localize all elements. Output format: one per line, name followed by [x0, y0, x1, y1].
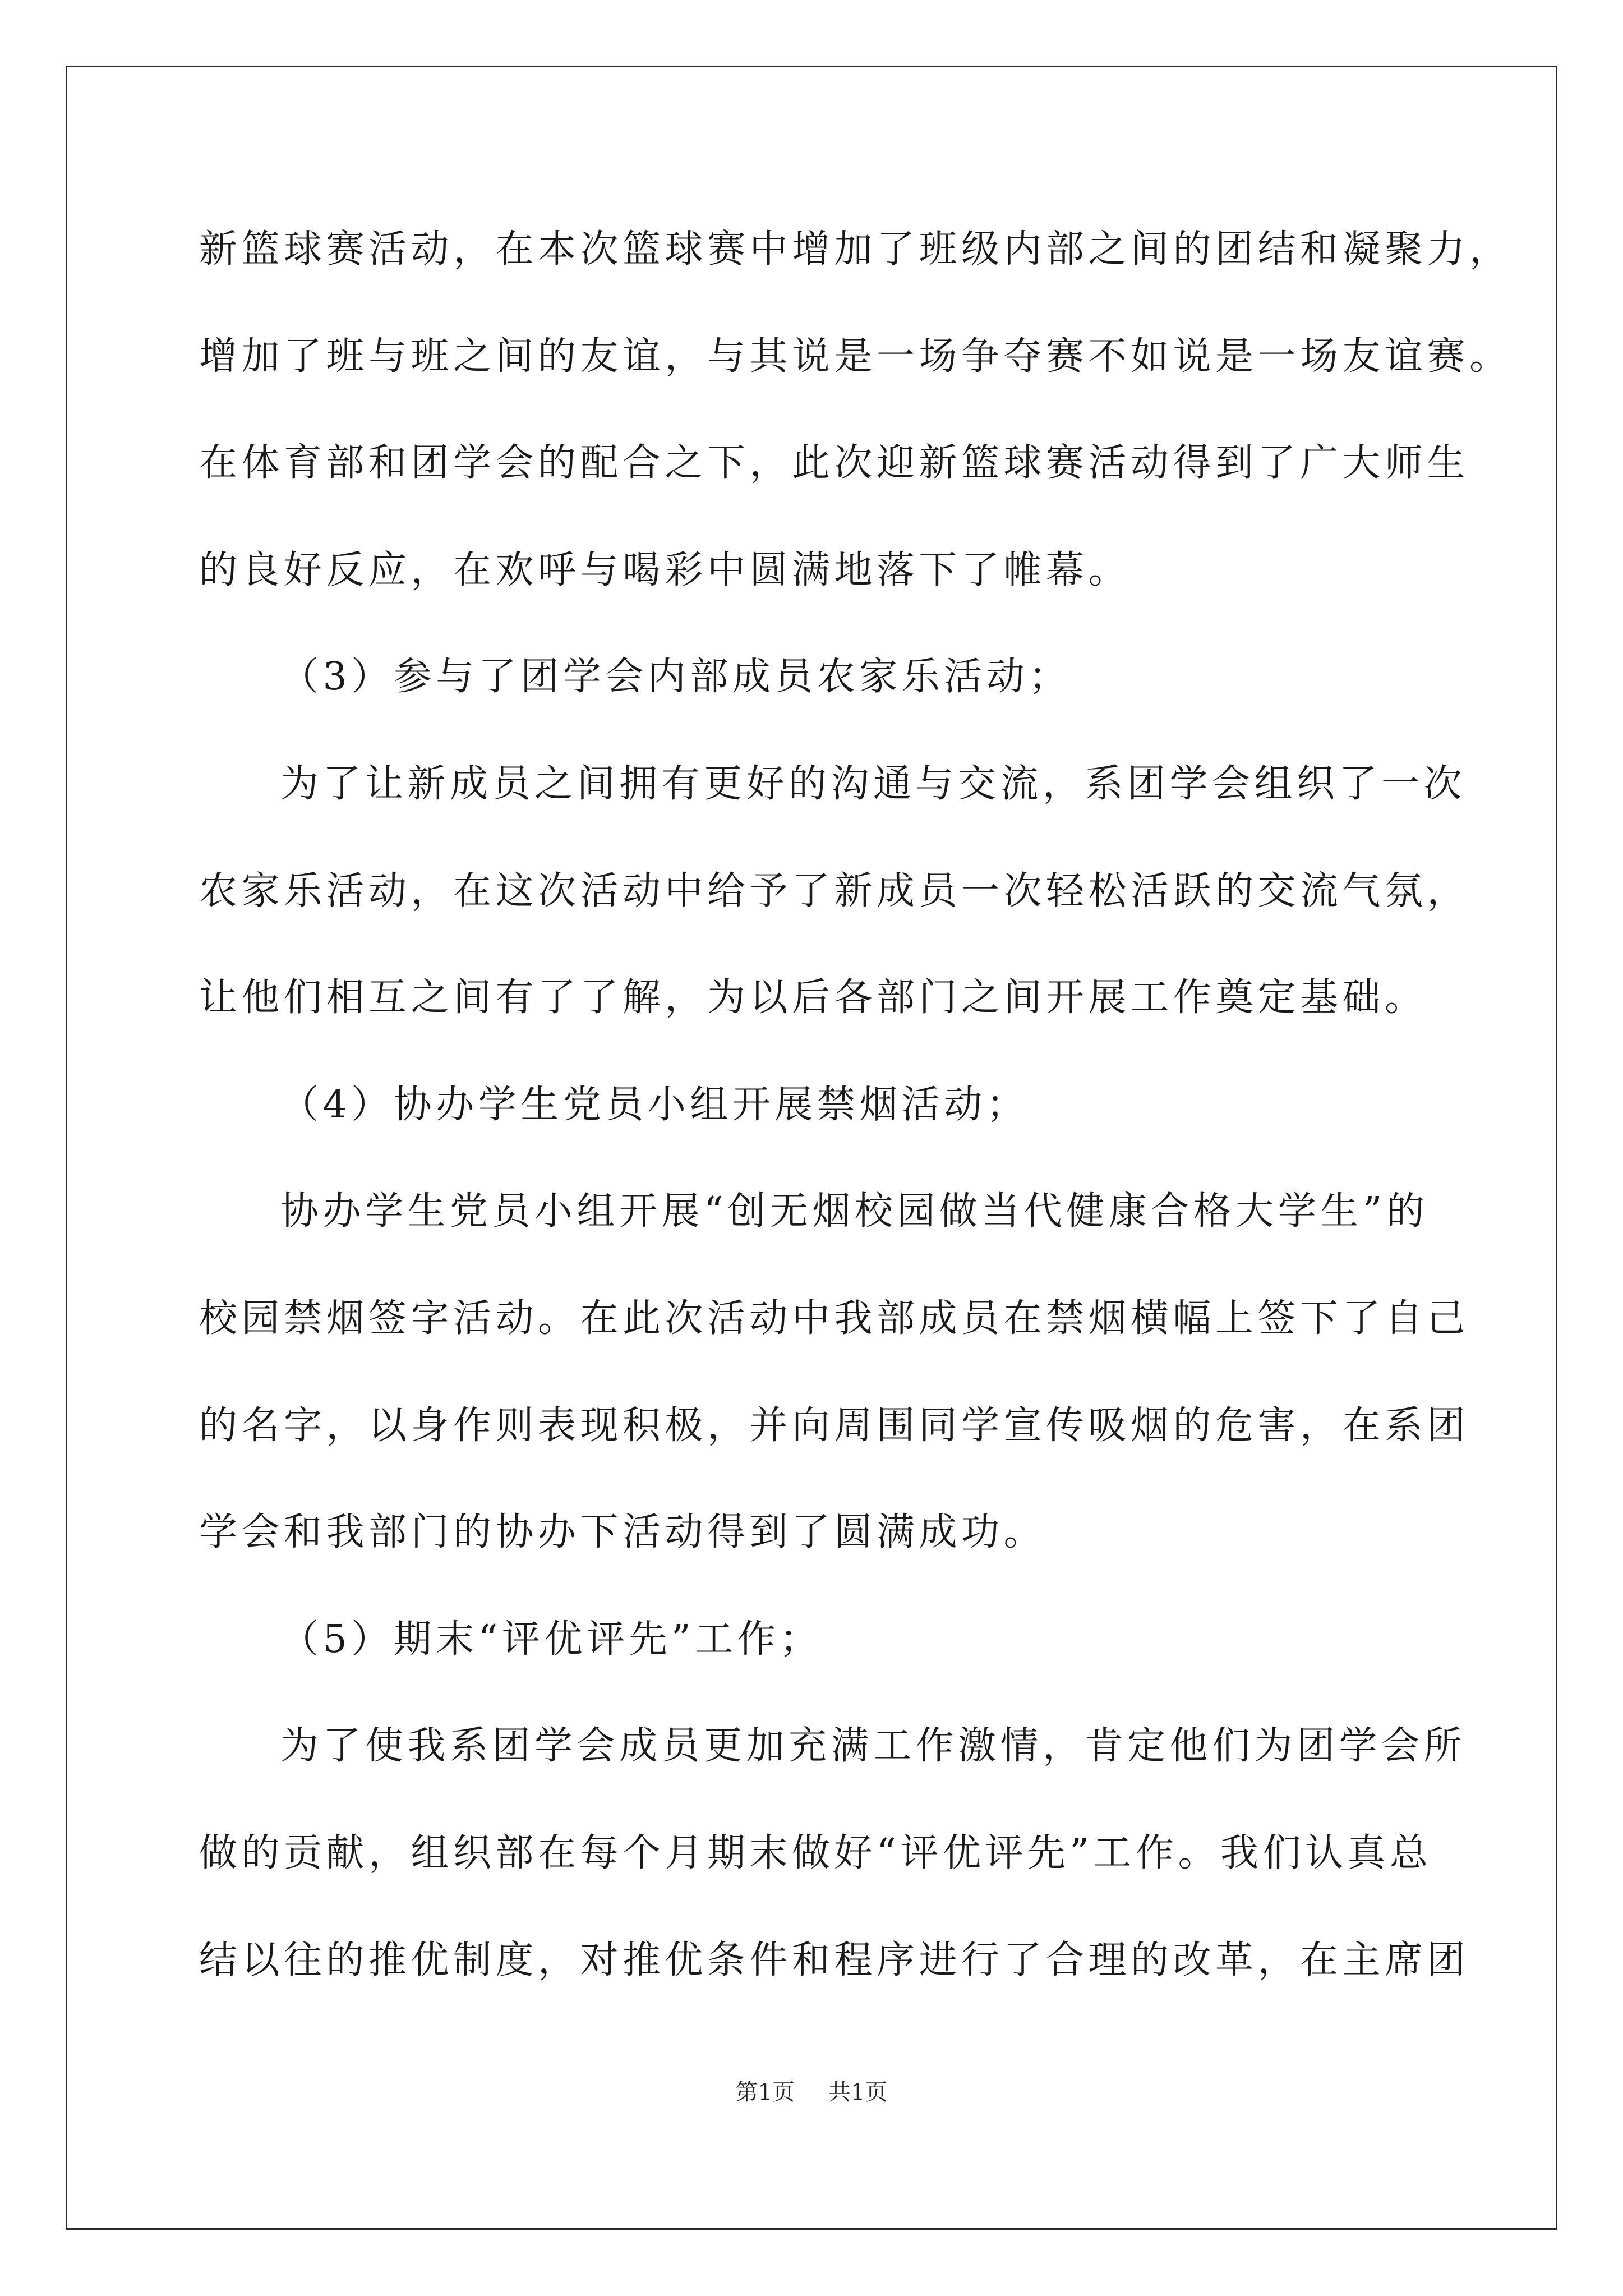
- page-number: 第1页: [735, 2079, 795, 2105]
- text-line: 为了让新成员之间拥有更好的沟通与交流，系团学会组织了一次: [280, 761, 1467, 806]
- text-line: 农家乐活动，在这次活动中给予了新成员一次轻松活跃的交流气氛，: [199, 868, 1470, 913]
- text-line: 的名字，以身作则表现积极，并向周围同学宣传吸烟的危害，在系团: [199, 1403, 1470, 1448]
- text-line: 校园禁烟签字活动。在此次活动中我部成员在禁烟横幅上签下了自己: [199, 1296, 1470, 1341]
- page-footer: [0, 2076, 1623, 2109]
- text-line: 为了使我系团学会成员更加充满工作激情，肯定他们为团学会所: [280, 1724, 1467, 1769]
- document-body: [199, 196, 1512, 2014]
- section-heading: （5）期末“评优评先”工作；: [280, 1617, 822, 1662]
- text-line: 学会和我部门的协办下活动得到了圆满成功。: [199, 1510, 1046, 1555]
- text-line: 协办学生党员小组开展“创无烟校园做当代健康合格大学生”的: [280, 1189, 1429, 1234]
- page-total: 共1页: [828, 2079, 888, 2105]
- text-line: 做的贡献，组织部在每个月期末做好“评优评先”工作。我们认真总: [199, 1830, 1432, 1875]
- text-line: 新篮球赛活动，在本次篮球赛中增加了班级内部之间的团结和凝聚力，: [199, 227, 1512, 272]
- text-line: 结以往的推优制度，对推优条件和程序进行了合理的改革，在主席团: [199, 1938, 1470, 1982]
- text-line: 的良好反应，在欢呼与喝彩中圆满地落下了帷幕。: [199, 547, 1131, 592]
- section-heading: （3）参与了团学会内部成员农家乐活动；: [280, 655, 1071, 700]
- section-heading: （4）协办学生党员小组开展禁烟活动；: [280, 1082, 1029, 1127]
- text-line: 在体育部和团学会的配合之下，此次迎新篮球赛活动得到了广大师生: [199, 441, 1470, 486]
- text-line: 让他们相互之间有了了解，为以后各部门之间开展工作奠定基础。: [199, 976, 1427, 1020]
- text-line: 增加了班与班之间的友谊，与其说是一场争夺赛不如说是一场友谊赛。: [199, 334, 1512, 379]
